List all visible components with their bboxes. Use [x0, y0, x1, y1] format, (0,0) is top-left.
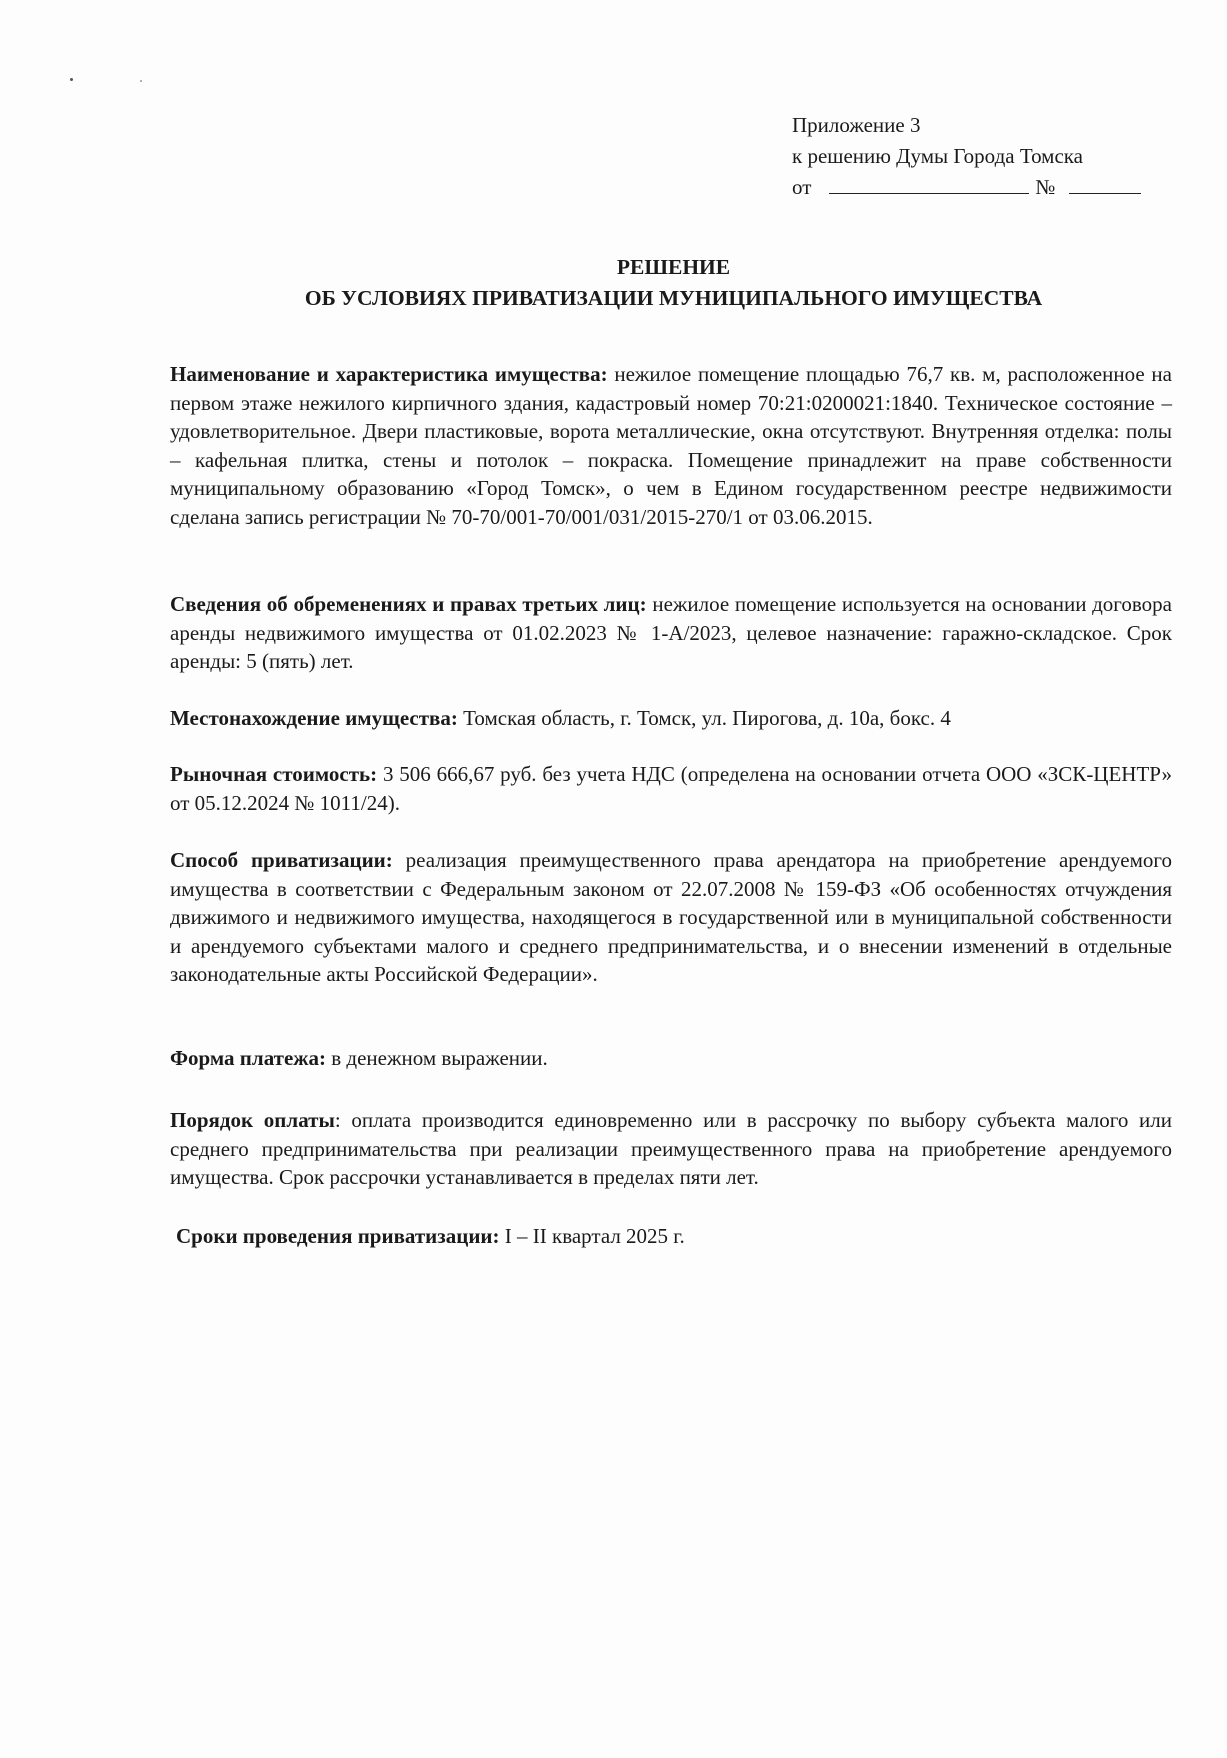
- scan-speck: [70, 78, 73, 81]
- date-blank: [829, 173, 1029, 194]
- document-subtitle: ОБ УСЛОВИЯХ ПРИВАТИЗАЦИИ МУНИЦИПАЛЬНОГО ИМУЩЕСТВА: [304, 286, 1043, 310]
- document-title: РЕШЕНИЕ: [616, 255, 731, 279]
- section-privatization-method: [170, 846, 1172, 989]
- section-market-value: [170, 760, 1172, 817]
- section-text: : оплата производится единовременно или в рассрочку по выбору субъекта малого или среднего предпринимательства при реализации преимущественного права на приобретение арендуемого имущества. Срок рассрочки устанавливается в пределах пяти лет.: [170, 1108, 1173, 1189]
- section-location: [170, 704, 1172, 733]
- section-payment-form: [170, 1044, 1172, 1073]
- section-label: Местонахождение имущества:: [170, 706, 458, 730]
- appendix-reference: к решению Думы Города Томска: [792, 144, 1083, 168]
- number-blank: [1069, 173, 1141, 194]
- section-text: нежилое помещение площадью 76,7 кв. м, расположенное на первом этаже нежилого кирпичного здания, кадастровый номер 70:21:0200021:1840. Техническое состояние – удовлетворительное. Двери пластиковые, ворота металлические, окна отсутствуют. Внутренняя отделка: полы – кафельная плитка, стены и потолок – покраска. Помещение принадлежит на праве собственности муниципальному образованию «Город Томск», о чем в Едином государственном реестре недвижимости сделана запись регистрации № 70-70/001-70/001/031/2015-270/1 от 03.06.2015.: [170, 362, 1172, 529]
- date-label: от: [792, 175, 812, 199]
- section-payment-procedure: [170, 1106, 1172, 1192]
- section-text: I – II квартал 2025 г.: [499, 1224, 685, 1248]
- section-encumbrances: [170, 590, 1172, 676]
- section-label: Сведения об обременениях и правах третьих лиц:: [170, 592, 647, 616]
- section-text: в денежном выражении.: [326, 1046, 548, 1070]
- section-label: Порядок оплаты: [170, 1108, 335, 1132]
- section-label: Рыночная стоимость:: [170, 762, 378, 786]
- section-text: Томская область, г. Томск, ул. Пирогова, д. 10а, бокс. 4: [457, 706, 951, 730]
- scan-speck: [140, 80, 142, 82]
- section-label: Способ приватизации:: [170, 848, 393, 872]
- section-text: 3 506 666,67 руб. без учета НДС (определена на основании отчета ООО «ЗСК-ЦЕНТР» от 05.12.2024 № 1011/24).: [170, 762, 1172, 815]
- section-label: Форма платежа:: [170, 1046, 327, 1070]
- section-label: Сроки проведения приватизации:: [176, 1224, 500, 1248]
- section-property-description: [170, 360, 1172, 531]
- section-privatization-period: [176, 1222, 1178, 1251]
- section-text: реализация преимущественного права арендатора на приобретение арендуемого имущества в соответствии с Федеральным законом от 22.07.2008 № 159-ФЗ «Об особенностях отчуждения движимого и недвижимого имущества, находящегося в государственной или в муниципальной собственности и арендуемого субъектами малого и среднего предпринимательства, и о внесении изменений в отдельные законодательные акты Российской Федерации».: [170, 848, 1172, 986]
- appendix-date-number-line: [792, 172, 1141, 203]
- number-label: №: [1035, 175, 1056, 199]
- section-label: Наименование и характеристика имущества:: [170, 362, 608, 386]
- section-text: нежилое помещение используется на основании договора аренды недвижимого имущества от 01.02.2023 № 1-А/2023, целевое назначение: гаражно-складское. Срок аренды: 5 (пять) лет.: [170, 592, 1172, 673]
- appendix-number: Приложение 3: [792, 113, 921, 137]
- appendix-block: [792, 110, 1141, 203]
